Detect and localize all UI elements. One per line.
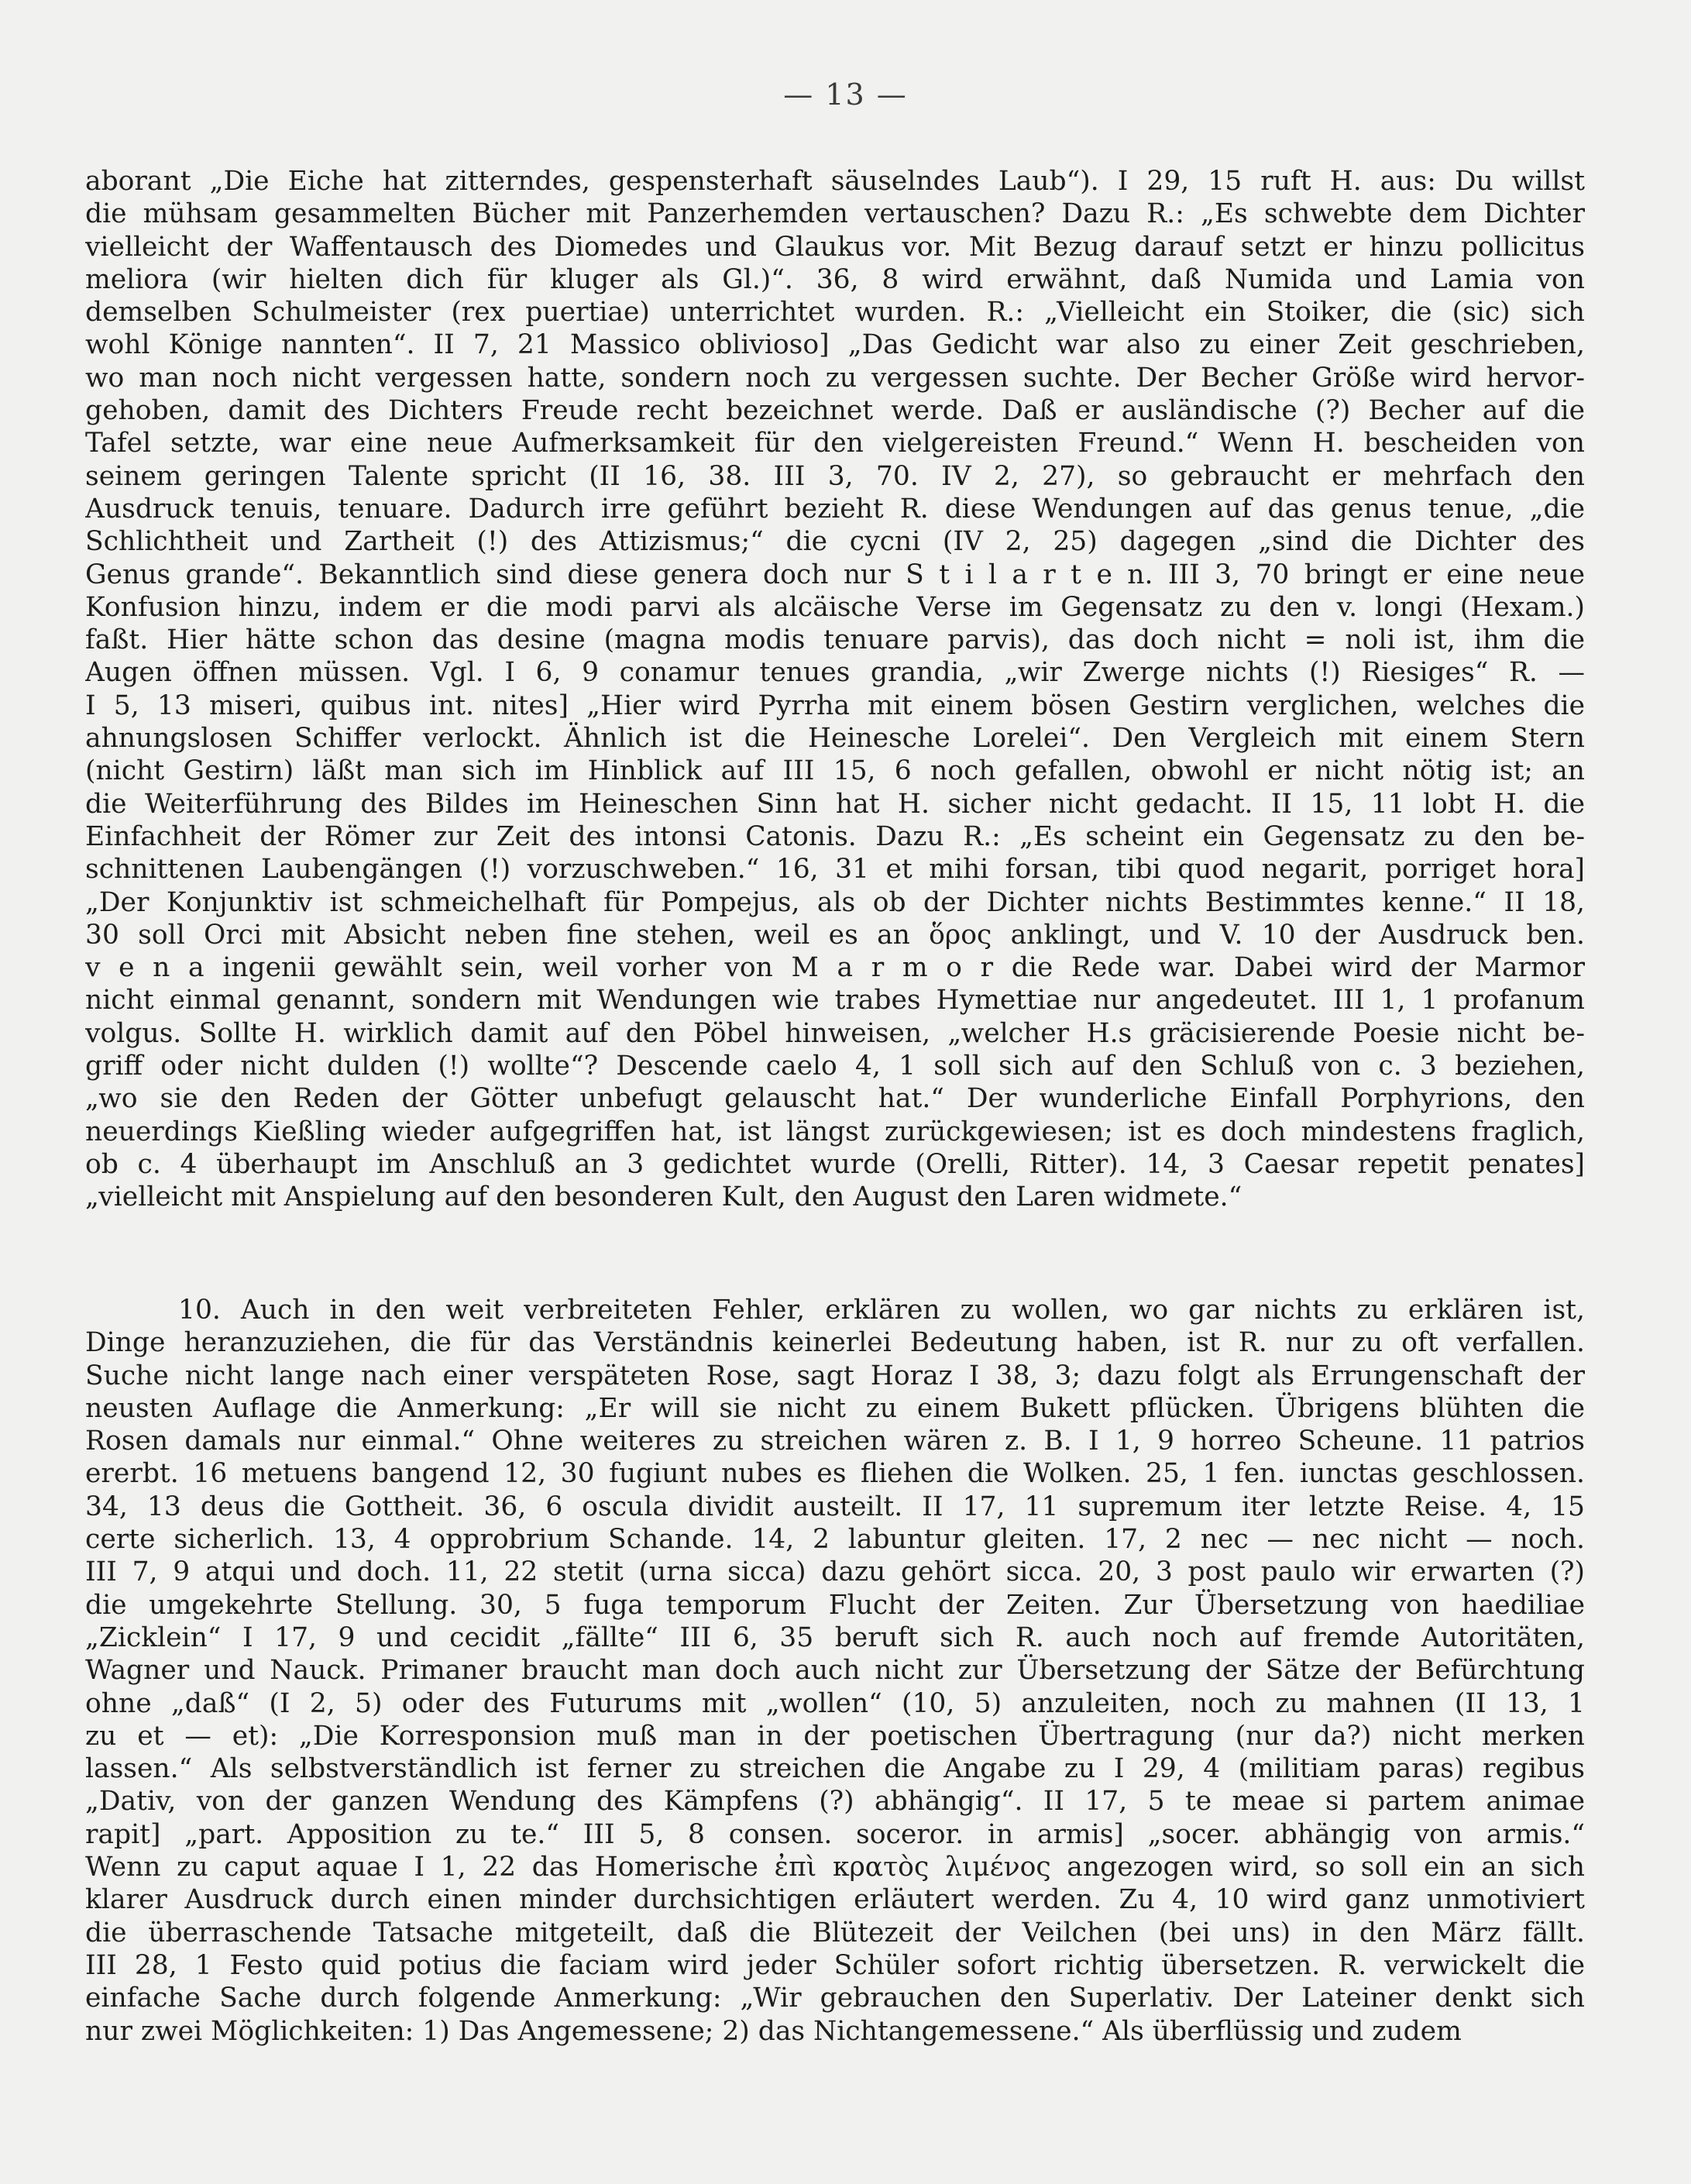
paragraph-1 bbox=[85, 165, 1585, 1288]
text-line: lassen.“ Als selbstverständlich ist ferner zu streichen die Angabe zu I 29, 4 (militiam paras) regibus bbox=[85, 1753, 1585, 1785]
text-line: einfache Sache durch folgende Anmerkung: „Wir gebrauchen den Superlativ. Der Lateiner denkt sich bbox=[85, 1983, 1585, 2014]
page-number: — 13 — bbox=[783, 77, 908, 112]
text-line: Konfusion hinzu, indem er die modi parvi als alcäische Verse im Gegensatz zu den v. longi (Hexam.) bbox=[85, 591, 1585, 623]
text-line: Suche nicht lange nach einer verspäteten Rose, sagt Horaz I 38, 3; dazu folgt als Errungenschaft der bbox=[85, 1360, 1585, 1391]
text-line: certe sicherlich. 13, 4 opprobrium Schande. 14, 2 labuntur gleiten. 17, 2 nec — nec nicht — noch. bbox=[85, 1524, 1585, 1556]
text-line: die umgekehrte Stellung. 30, 5 fuga temporum Flucht der Zeiten. Zur Übersetzung von haediliae bbox=[85, 1589, 1585, 1621]
text-line: meliora (wir hielten dich für kluger als Gl.)“. 36, 8 wird erwähnt, daß Numida und Lamia von bbox=[85, 263, 1585, 295]
text-line: rapit] „part. Apposition zu te.“ III 5, 8 consen. soceror. in armis] „socer. abhängig von armis.“ bbox=[85, 1818, 1585, 1850]
text-line: seinem geringen Talente spricht (II 16, 38. III 3, 70. IV 2, 27), so gebraucht er mehrfach den bbox=[85, 460, 1585, 492]
text-line: Ausdruck tenuis, tenuare. Dadurch irre geführt bezieht R. diese Wendungen auf das genus tenue, „die bbox=[85, 493, 1585, 525]
text-line: I 5, 13 miseri, quibus int. nites] „Hier wird Pyrrha mit einem bösen Gestirn verglichen, welches die bbox=[85, 690, 1585, 721]
text-line: klarer Ausdruck durch einen minder durchsichtigen erläutert werden. Zu 4, 10 wird ganz unmotiviert bbox=[85, 1884, 1585, 1916]
text-line: „Zicklein“ I 17, 9 und cecidit „fällte“ III 6, 35 beruft sich R. auch noch auf fremde Autoritäten, bbox=[85, 1622, 1585, 1653]
text-line: gehoben, damit des Dichters Freude recht bezeichnet werde. Daß er ausländische (?) Becher auf die bbox=[85, 395, 1585, 427]
text-line: neusten Auflage die Anmerkung: „Er will sie nicht zu einem Bukett pflücken. Übrigens blühten die bbox=[85, 1392, 1585, 1424]
text-line: ohne „daß“ (I 2, 5) oder des Futurums mit „wollen“ (10, 5) anzuleiten, noch zu mahnen (II 13, 1 bbox=[85, 1687, 1585, 1719]
text-line: nur zwei Möglichkeiten: 1) Das Angemessene; 2) das Nichtangemessene.“ Als überflüssig und zudem bbox=[85, 2015, 1462, 2047]
text-line: griff oder nicht dulden (!) wollte“? Descende caelo 4, 1 soll sich auf den Schluß von c. 3 beziehen, bbox=[85, 1051, 1585, 1082]
text-line: 30 soll Orci mit Absicht neben fine stehen, weil es an ὅρος anklingt, und V. 10 der Ausdruck ben. bbox=[85, 919, 1585, 951]
text-line: die Weiterführung des Bildes im Heineschen Sinn hat H. sicher nicht gedacht. II 15, 11 lobt H. die bbox=[85, 788, 1585, 820]
text-line: schnittenen Laubengängen (!) vorzuschweben.“ 16, 31 et mihi forsan, tibi quod negarit, porriget hora] bbox=[85, 854, 1585, 886]
text-line: die überraschende Tatsache mitgeteilt, daß die Blütezeit der Veilchen (bei uns) in den März fällt. bbox=[85, 1917, 1585, 1948]
text-line: Tafel setzte, war eine neue Aufmerksamkeit für den vielgereisten Freund.“ Wenn H. bescheiden von bbox=[85, 428, 1585, 459]
text-line: „vielleicht mit Anspielung auf den besonderen Kult, den August den Laren widmete.“ bbox=[85, 1181, 1242, 1213]
text-line: wohl Könige nannten“. II 7, 21 Massico oblivioso] „Das Gedicht war also zu einer Zeit geschrieben, bbox=[85, 329, 1585, 361]
text-line: „wo sie den Reden der Götter unbefugt gelauscht hat.“ Der wunderliche Einfall Porphyrions, den bbox=[85, 1083, 1585, 1115]
text-line: 10. Auch in den weit verbreiteten Fehler, erklären zu wollen, wo gar nichts zu erklären ist, bbox=[178, 1295, 1585, 1326]
text-line: zu et — et): „Die Korresponsion muß man in der poetischen Übertragung (nur da?) nicht merken bbox=[85, 1720, 1585, 1752]
text-line: Schlichtheit und Zartheit (!) des Attizismus;“ die cycni (IV 2, 25) dagegen „sind die Dichter des bbox=[85, 526, 1585, 558]
text-line: III 28, 1 Festo quid potius die faciam wird jeder Schüler sofort richtig übersetzen. R. verwickelt die bbox=[85, 1949, 1585, 1981]
text-line: wo man noch nicht vergessen hatte, sondern noch zu vergessen suchte. Der Becher Größe wird hervor- bbox=[85, 362, 1585, 394]
text-line: die mühsam gesammelten Bücher mit Panzerhemden vertauschen? Dazu R.: „Es schwebte dem Dichter bbox=[85, 198, 1585, 230]
text-line: ererbt. 16 metuens bangend 12, 30 fugiunt nubes es fliehen die Wolken. 25, 1 fen. iunctas geschlossen. bbox=[85, 1458, 1585, 1490]
text-line: v e n a ingenii gewählt sein, weil vorher von M a r m o r die Rede war. Dabei wird der Marmor bbox=[85, 952, 1585, 984]
text-line: Rosen damals nur einmal.“ Ohne weiteres zu streichen wären z. B. I 1, 9 horreo Scheune. 11 patrios bbox=[85, 1426, 1585, 1457]
text-line: (nicht Gestirn) läßt man sich im Hinblick auf III 15, 6 noch gefallen, obwohl er nicht nötig ist; an bbox=[85, 755, 1585, 787]
text-line: demselben Schulmeister (rex puertiae) unterrichtet wurden. R.: „Vielleicht ein Stoiker, die (sic) sich bbox=[85, 297, 1585, 328]
text-line: neuerdings Kießling wieder aufgegriffen hat, ist längst zurückgewiesen; ist es doch mindestens fraglich, bbox=[85, 1116, 1585, 1147]
text-line: III 7, 9 atqui und doch. 11, 22 stetit (urna sicca) dazu gehört sicca. 20, 3 post paulo wir erwarten (?) bbox=[85, 1556, 1585, 1588]
text-line: Genus grande“. Bekanntlich sind diese genera doch nur S t i l a r t e n. III 3, 70 bringt er eine neue bbox=[85, 559, 1585, 590]
text-line: aborant „Die Eiche hat zitterndes, gespensterhaft säuselndes Laub“). I 29, 15 ruft H. aus: Du willst bbox=[85, 166, 1585, 197]
text-line: vielleicht der Waffentausch des Diomedes und Glaukus vor. Mit Bezug darauf setzt er hinzu pollicitus bbox=[85, 231, 1585, 263]
text-line: volgus. Sollte H. wirklich damit auf den Pöbel hinweisen, „welcher H.s gräcisierende Poesie nicht be- bbox=[85, 1017, 1585, 1049]
text-line: nicht einmal genannt, sondern mit Wendungen wie trabes Hymettiae nur angedeutet. III 1, 1 profanum bbox=[85, 985, 1585, 1016]
text-line: „Der Konjunktiv ist schmeichelhaft für Pompejus, als ob der Dichter nichts Bestimmtes kenne.“ II 18, bbox=[85, 886, 1585, 918]
text-line: ahnungslosen Schiffer verlockt. Ähnlich ist die Heinesche Lorelei“. Den Vergleich mit einem Stern bbox=[85, 723, 1585, 755]
text-line: ob c. 4 überhaupt im Anschluß an 3 gedichtet wurde (Orelli, Ritter). 14, 3 Caesar repetit penates] bbox=[85, 1148, 1585, 1180]
text-line: „Dativ, von der ganzen Wendung des Kämpfens (?) abhängig“. II 17, 5 te meae si partem animae bbox=[85, 1786, 1585, 1818]
text-line: Einfachheit der Römer zur Zeit des intonsi Catonis. Dazu R.: „Es scheint ein Gegensatz zu den be- bbox=[85, 820, 1585, 852]
text-line: Wenn zu caput aquae I 1, 22 das Homerische ἐπὶ κρατὸς λιμένος angezogen wird, so soll ein an sich bbox=[85, 1852, 1585, 1883]
paragraph-2 bbox=[85, 1294, 1585, 2107]
text-line: 34, 13 deus die Gottheit. 36, 6 oscula dividit austeilt. II 17, 11 supremum iter letzte Reise. 4, 15 bbox=[85, 1491, 1585, 1522]
text-line: Augen öffnen müssen. Vgl. I 6, 9 conamur tenues grandia, „wir Zwerge nichts (!) Riesiges“ R. — bbox=[85, 657, 1585, 689]
text-line: Dinge heranzuziehen, die für das Verständnis keinerlei Bedeutung haben, ist R. nur zu oft verfallen. bbox=[85, 1327, 1585, 1359]
text-line: faßt. Hier hätte schon das desine (magna modis tenuare parvis), das doch nicht = noli ist, ihm die bbox=[85, 624, 1585, 656]
text-line: Wagner und Nauck. Primaner braucht man doch auch nicht zur Übersetzung der Sätze der Befürchtung bbox=[85, 1655, 1585, 1687]
